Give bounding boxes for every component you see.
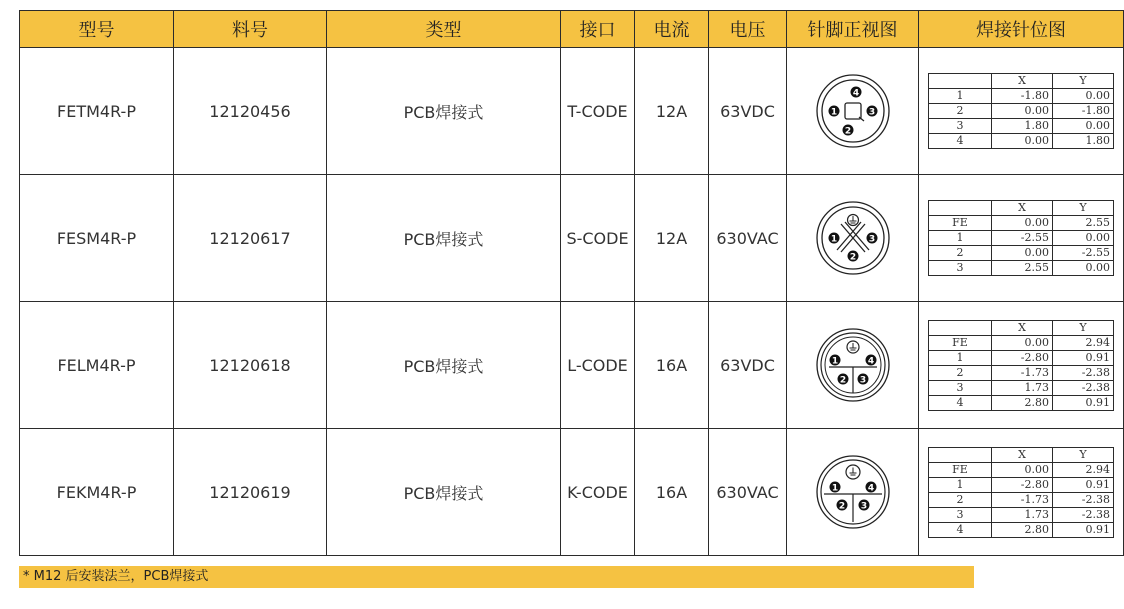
table-row bbox=[20, 429, 1124, 556]
header-pin-front-view: 针脚正视图 bbox=[787, 11, 919, 48]
coord-row: 2 0.00 -1.80 bbox=[929, 104, 1114, 119]
current-cell: 12A bbox=[635, 48, 709, 175]
footnote: * M12 后安装法兰，PCB焊接式 bbox=[19, 566, 974, 588]
pin-view-cell bbox=[787, 302, 919, 429]
coord-row: 3 2.55 0.00 bbox=[929, 261, 1114, 276]
header-row bbox=[20, 11, 1124, 48]
coord-row: FE 0.00 2.94 bbox=[929, 462, 1114, 477]
coord-row: 4 0.00 1.80 bbox=[929, 134, 1114, 149]
voltage-cell: 630VAC bbox=[709, 175, 787, 302]
k-code-pin-face-icon bbox=[811, 450, 895, 534]
t-code-pin-face-icon bbox=[811, 69, 895, 153]
coord-row: 1 -2.80 0.91 bbox=[929, 350, 1114, 365]
solder-layout-cell bbox=[919, 302, 1124, 429]
coord-row: 4 2.80 0.91 bbox=[929, 395, 1114, 410]
coord-row: 2 -1.73 -2.38 bbox=[929, 492, 1114, 507]
type-cell: PCB焊接式 bbox=[327, 48, 561, 175]
table-row bbox=[20, 175, 1124, 302]
coord-row: FE 0.00 2.94 bbox=[929, 335, 1114, 350]
svg-text:3: 3 bbox=[868, 234, 875, 245]
svg-text:3: 3 bbox=[859, 375, 866, 386]
table-row bbox=[20, 48, 1124, 175]
svg-text:2: 2 bbox=[844, 126, 851, 137]
coord-row: 3 1.73 -2.38 bbox=[929, 507, 1114, 522]
l-code-pin-face-icon bbox=[811, 323, 895, 407]
s-code-pin-face-icon bbox=[811, 196, 895, 280]
model-cell: FETM4R-P bbox=[20, 48, 174, 175]
current-cell: 16A bbox=[635, 429, 709, 556]
model-cell: FEKM4R-P bbox=[20, 429, 174, 556]
type-cell: PCB焊接式 bbox=[327, 175, 561, 302]
coordinate-table: X Y FE 0.00 2.55 1 -2.55 0.00 2 0.00 -2.55 3 2.55 0.00 bbox=[928, 200, 1114, 276]
svg-text:4: 4 bbox=[867, 356, 874, 367]
svg-text:4: 4 bbox=[867, 483, 874, 494]
coordinate-table: X Y FE 0.00 2.94 1 -2.80 0.91 2 -1.73 -2.38 3 1.73 -2.38 4 2.80 0.91 bbox=[928, 320, 1114, 411]
part-number-cell: 12120456 bbox=[174, 48, 327, 175]
header-current: 电流 bbox=[635, 11, 709, 48]
coord-row: 4 2.80 0.91 bbox=[929, 522, 1114, 537]
coord-row: 1 -1.80 0.00 bbox=[929, 89, 1114, 104]
part-number-cell: 12120618 bbox=[174, 302, 327, 429]
svg-text:1: 1 bbox=[831, 356, 838, 367]
coord-row: FE 0.00 2.55 bbox=[929, 216, 1114, 231]
svg-text:2: 2 bbox=[838, 501, 845, 512]
svg-text:1: 1 bbox=[830, 107, 837, 118]
pin-view-cell bbox=[787, 175, 919, 302]
svg-text:4: 4 bbox=[852, 88, 859, 99]
header-type: 类型 bbox=[327, 11, 561, 48]
svg-text:2: 2 bbox=[839, 375, 846, 386]
type-cell: PCB焊接式 bbox=[327, 429, 561, 556]
coord-row: 1 -2.55 0.00 bbox=[929, 231, 1114, 246]
pin-view-cell bbox=[787, 48, 919, 175]
svg-text:3: 3 bbox=[860, 501, 867, 512]
coord-row: 1 -2.80 0.91 bbox=[929, 477, 1114, 492]
coord-row: 2 0.00 -2.55 bbox=[929, 246, 1114, 261]
table-row bbox=[20, 302, 1124, 429]
svg-text:2: 2 bbox=[849, 252, 856, 263]
interface-cell: S-CODE bbox=[561, 175, 635, 302]
coord-row: 2 -1.73 -2.38 bbox=[929, 365, 1114, 380]
svg-text:1: 1 bbox=[831, 483, 838, 494]
pin-view-cell bbox=[787, 429, 919, 556]
voltage-cell: 630VAC bbox=[709, 429, 787, 556]
interface-cell: T-CODE bbox=[561, 48, 635, 175]
header-interface: 接口 bbox=[561, 11, 635, 48]
connector-spec-table bbox=[19, 10, 1124, 556]
current-cell: 12A bbox=[635, 175, 709, 302]
current-cell: 16A bbox=[635, 302, 709, 429]
interface-cell: L-CODE bbox=[561, 302, 635, 429]
voltage-cell: 63VDC bbox=[709, 48, 787, 175]
header-part-number: 料号 bbox=[174, 11, 327, 48]
interface-cell: K-CODE bbox=[561, 429, 635, 556]
coordinate-table: X Y FE 0.00 2.94 1 -2.80 0.91 2 -1.73 -2.38 3 1.73 -2.38 4 2.80 0.91 bbox=[928, 447, 1114, 538]
model-cell: FELM4R-P bbox=[20, 302, 174, 429]
solder-layout-cell bbox=[919, 48, 1124, 175]
type-cell: PCB焊接式 bbox=[327, 302, 561, 429]
voltage-cell: 63VDC bbox=[709, 302, 787, 429]
coord-row: 3 1.80 0.00 bbox=[929, 119, 1114, 134]
header-voltage: 电压 bbox=[709, 11, 787, 48]
svg-text:3: 3 bbox=[868, 107, 875, 118]
svg-text:1: 1 bbox=[830, 234, 837, 245]
part-number-cell: 12120619 bbox=[174, 429, 327, 556]
model-cell: FESM4R-P bbox=[20, 175, 174, 302]
header-model: 型号 bbox=[20, 11, 174, 48]
solder-layout-cell bbox=[919, 429, 1124, 556]
coord-row: 3 1.73 -2.38 bbox=[929, 380, 1114, 395]
solder-layout-cell bbox=[919, 175, 1124, 302]
coordinate-table: X Y 1 -1.80 0.00 2 0.00 -1.80 3 1.80 0.00 4 0.00 1.80 bbox=[928, 73, 1114, 149]
header-solder-pin-layout: 焊接针位图 bbox=[919, 11, 1124, 48]
part-number-cell: 12120617 bbox=[174, 175, 327, 302]
